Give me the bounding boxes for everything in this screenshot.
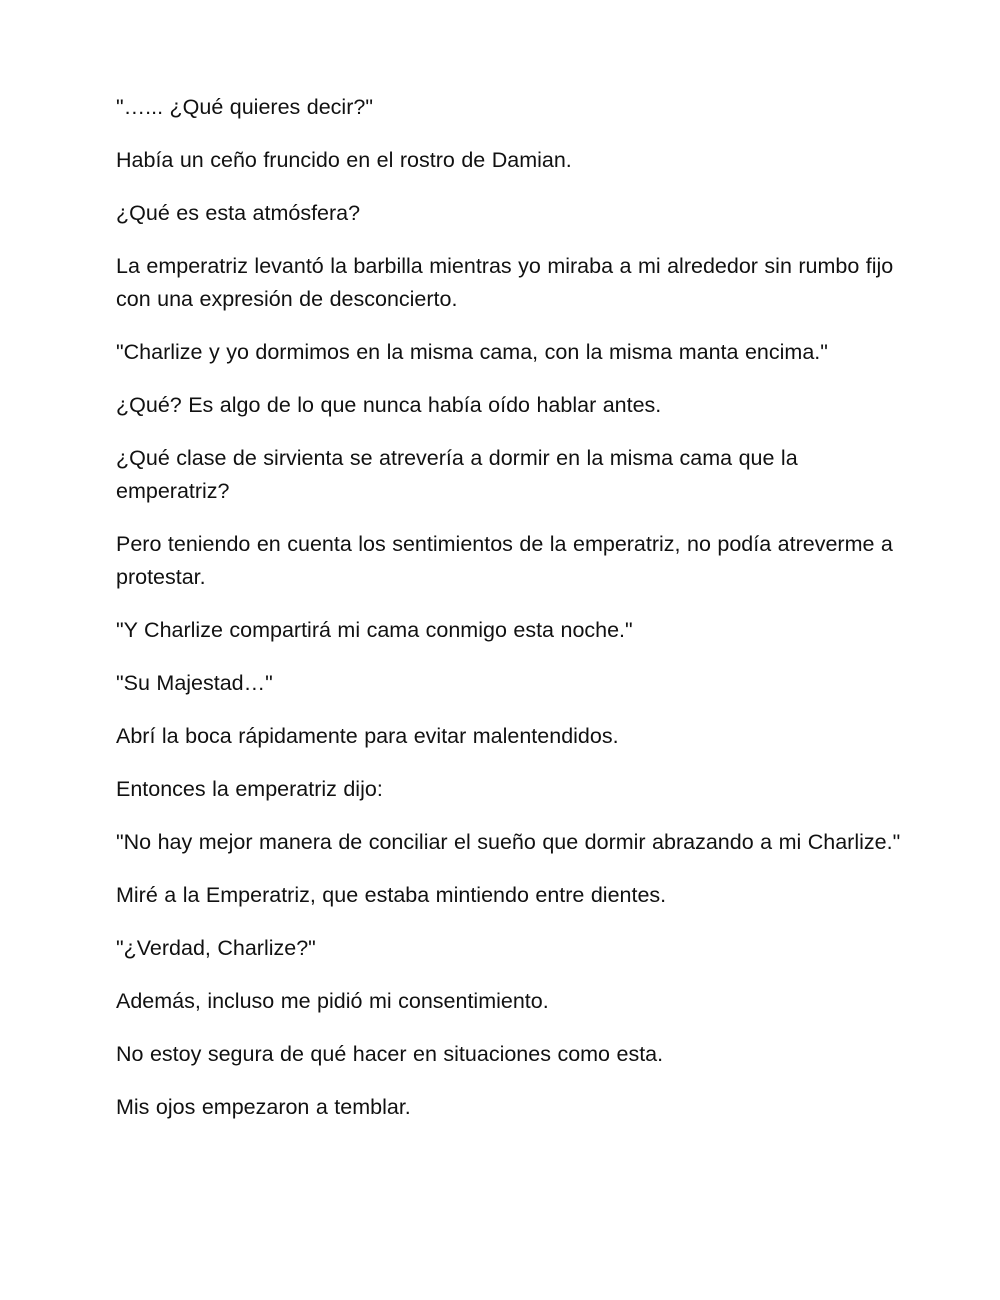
paragraph: Pero teniendo en cuenta los sentimientos de la emperatriz, no podía atreverme a protestar. [116,532,893,589]
paragraph: ¿Qué? Es algo de lo que nunca había oído hablar antes. [116,393,662,417]
paragraph: Mis ojos empezaron a temblar. [116,1095,411,1119]
document-body [116,91,916,1144]
paragraph: Además, incluso me pidió mi consentimiento. [116,989,549,1013]
paragraph: Abrí la boca rápidamente para evitar malentendidos. [116,724,619,748]
paragraph: ¿Qué clase de sirvienta se atrevería a dormir en la misma cama que la emperatriz? [116,446,798,503]
paragraph: No estoy segura de qué hacer en situaciones como esta. [116,1042,664,1066]
paragraph: "…... ¿Qué quieres decir?" [116,95,373,119]
paragraph: "¿Verdad, Charlize?" [116,936,316,960]
paragraph: "No hay mejor manera de conciliar el sueño que dormir abrazando a mi Charlize." [116,830,901,854]
paragraph: Había un ceño fruncido en el rostro de Damian. [116,148,572,172]
paragraph: "Y Charlize compartirá mi cama conmigo esta noche." [116,618,633,642]
paragraph: ¿Qué es esta atmósfera? [116,201,361,225]
paragraph: "Su Majestad…" [116,671,273,695]
paragraph: Miré a la Emperatriz, que estaba mintiendo entre dientes. [116,883,667,907]
paragraph: "Charlize y yo dormimos en la misma cama, con la misma manta encima." [116,340,828,364]
paragraph: Entonces la emperatriz dijo: [116,777,383,801]
paragraph: La emperatriz levantó la barbilla mientras yo miraba a mi alrededor sin rumbo fijo con una expresión de desconcierto. [116,254,894,311]
